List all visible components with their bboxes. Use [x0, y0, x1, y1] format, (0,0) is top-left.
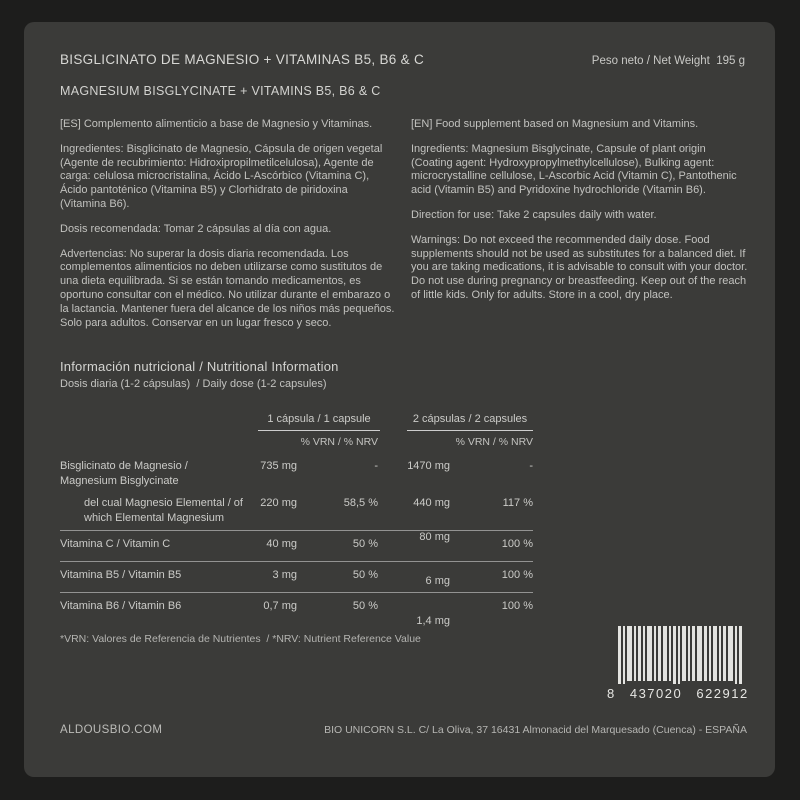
- nrv-2-capsules: 100 %: [501, 538, 533, 550]
- es-ingredients: Ingredientes: Bisglicinato de Magnesio, Cápsula de origen vegetal (Agente de recubrimiento: Hidroxipropilmetilcelulosa), Agente de carga: celulosa microcristalina, Ácido L-Ascórbico (Vitamina C), Ácido pantoténico (Vitamina B5) y Clorhidrato de piridoxina (Vitamina B6).: [60, 142, 383, 210]
- nrv-2-capsules: 100 %: [501, 569, 533, 581]
- en-warnings: Warnings: Do not exceed the recommended daily dose. Food supplements should not be used as substitutes for a balanced diet. If you are taking medications, it is advisable to consult with your doctor. Do not use during pregnancy or breastfeeding. Keep out of the reach of little kids. Only for adults. Store in a cool, dry place.: [411, 233, 748, 301]
- nutrient-name: Vitamina B6 / Vitamin B6: [60, 600, 182, 612]
- amount-1-capsule: 220 mg: [260, 497, 297, 509]
- en-intro: [EN] Food supplement based on Magnesium and Vitamins.: [411, 118, 699, 130]
- label-header: [60, 52, 745, 98]
- nutrition-column-headers: [60, 391, 533, 431]
- nrv-1-capsule: 50 %: [352, 538, 378, 550]
- company-address: BIO UNICORN S.L. C/ La Oliva, 37 16431 Almonacid del Marquesado (Cuenca) - ESPAÑA: [324, 724, 747, 736]
- nrv-header-row: [60, 436, 533, 450]
- nrv-2-capsules: -: [529, 460, 533, 472]
- table-row-vitamin-b5: [60, 562, 533, 588]
- table-row-vitamin-c: [60, 531, 533, 557]
- product-title-es: BISGLICINATO DE MAGNESIO + VITAMINAS B5, B6 & C: [60, 52, 425, 67]
- barcode: [607, 626, 749, 701]
- amount-1-capsule: 3 mg: [272, 569, 297, 581]
- barcode-bars-icon: [618, 626, 742, 684]
- barcode-digits: 8 437020 622912: [607, 686, 749, 701]
- website-text: ALDOUSBIO.COM: [60, 724, 163, 736]
- nutrition-section: [60, 359, 533, 645]
- nutrient-name: Vitamina C / Vitamin C: [60, 538, 171, 550]
- label-footer: [60, 724, 747, 736]
- es-dose: Dosis recomendada: Tomar 2 cápsulas al día con agua.: [60, 222, 332, 235]
- amount-2-capsules: 440 mg: [413, 497, 450, 509]
- amount-1-capsule: 735 mg: [260, 460, 297, 472]
- amount-1-capsule: 40 mg: [266, 538, 297, 550]
- amount-1-capsule: 0,7 mg: [263, 600, 297, 612]
- nutrition-heading: Información nutricional / Nutritional Information: [60, 359, 339, 374]
- nrv-1-capsule: -: [374, 460, 378, 472]
- table-row-elemental-magnesium: [60, 496, 533, 526]
- nrv-1-capsule: 58,5 %: [343, 497, 378, 509]
- header-row: [60, 52, 745, 67]
- table-row-vitamin-b6: [60, 593, 533, 627]
- es-warnings: Advertencias: No superar la dosis diaria recomendada. Los complementos alimenticios no deben utilizarse como sustitutos de una dieta equilibrada. Si se están tomando medicamentos, es oportuno consultar con el médico. No utilizar durante el embarazo o la lactancia. Mantener fuera del alcance de los niños más pequeños. Solo para adultos. Conservar en un lugar fresco y seco.: [60, 247, 395, 329]
- nutrition-subheading: Dosis diaria (1-2 cápsulas) / Daily dose (1-2 capsules): [60, 378, 327, 390]
- amount-2-capsules: 1470 mg: [407, 460, 450, 472]
- nrv-header-1-capsule: % VRN / % NRV: [300, 436, 378, 448]
- english-column: [411, 118, 748, 341]
- nrv-header-2-capsules: % VRN / % NRV: [455, 436, 533, 448]
- amount-2-capsules: 1,4 mg: [416, 615, 450, 627]
- en-ingredients: Ingredients: Magnesium Bisglycinate, Capsule of plant origin (Coating agent: Hydroxypropylmethylcellulose), Bulking agent: microcrystalline cellulose, L-Ascorbic Acid (Vitamin C), Pantothenic acid (Vitamin B5) and Pyridoxine hydrochloride (Vitamin B6).: [411, 142, 737, 197]
- nrv-2-capsules: 117 %: [502, 497, 533, 509]
- nrv-1-capsule: 50 %: [352, 600, 378, 612]
- spanish-column: [60, 118, 397, 341]
- nrv-1-capsule: 50 %: [352, 569, 378, 581]
- amount-2-capsules: 6 mg: [425, 575, 450, 587]
- net-weight: Peso neto / Net Weight 195 g: [591, 55, 745, 67]
- info-columns: [60, 118, 748, 341]
- column-header-2-capsules: 2 cápsulas / 2 capsules: [407, 413, 533, 431]
- en-dose: Direction for use: Take 2 capsules daily with water.: [411, 208, 657, 221]
- amount-2-capsules: 80 mg: [419, 531, 450, 543]
- column-header-1-capsule: 1 cápsula / 1 capsule: [258, 413, 380, 431]
- nrv-footnote: *VRN: Valores de Referencia de Nutrientes / *NRV: Nutrient Reference Value: [60, 633, 421, 645]
- product-label-panel: [24, 22, 775, 777]
- es-intro: [ES] Complemento alimenticio a base de Magnesio y Vitaminas.: [60, 118, 373, 130]
- nutrient-name: Vitamina B5 / Vitamin B5: [60, 569, 182, 581]
- nrv-2-capsules: 100 %: [501, 600, 533, 612]
- table-row-magnesium-bisglycinate: [60, 459, 533, 489]
- product-title-en: MAGNESIUM BISGLYCINATE + VITAMINS B5, B6 & C: [60, 84, 381, 98]
- nutrient-name: del cual Magnesio Elemental / of which Elemental Magnesium: [84, 497, 243, 524]
- nutrient-name: Bisglicinato de Magnesio / Magnesium Bisglycinate: [60, 460, 188, 487]
